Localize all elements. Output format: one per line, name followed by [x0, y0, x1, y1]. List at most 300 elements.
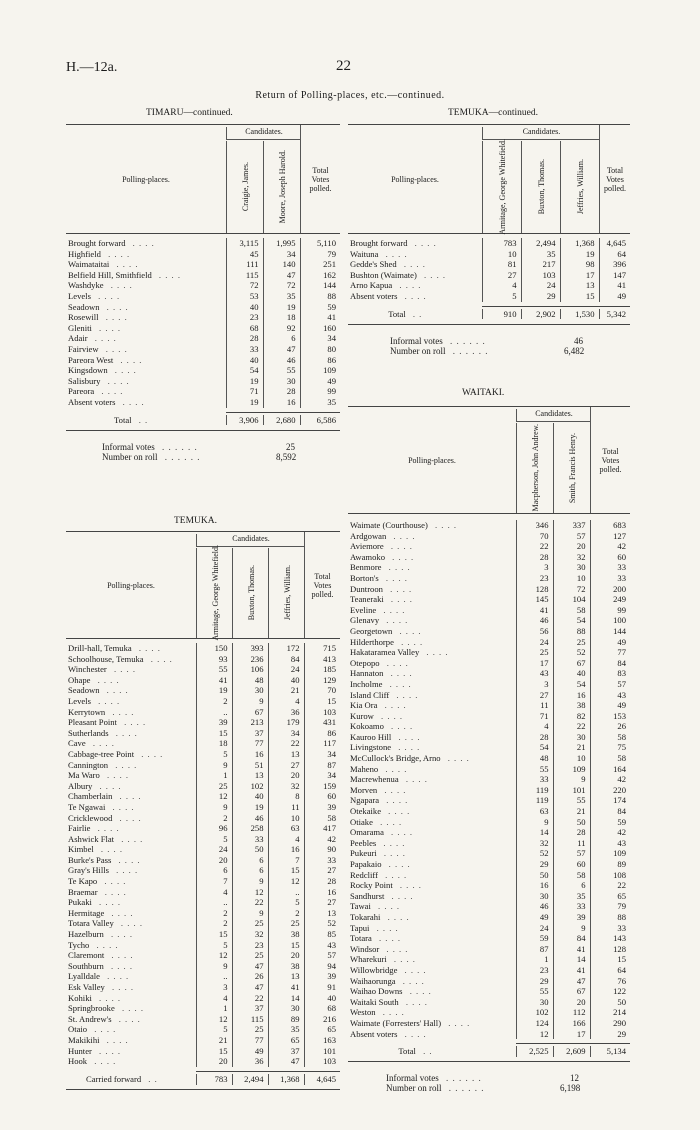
votes-cell: 28	[516, 552, 553, 563]
leader-dots: . . . .	[103, 971, 130, 982]
votes-cell: 27	[268, 760, 304, 771]
leader-dots: . . . .	[95, 992, 122, 1003]
total-votes-header: Total Votes polled.	[300, 125, 340, 233]
candidates-header: Candidates.	[226, 127, 301, 140]
polling-place-name: Kerrytown	[68, 706, 106, 717]
polling-place	[348, 711, 516, 722]
table-row	[66, 249, 340, 260]
polling-place	[66, 823, 196, 834]
number-on-roll-value: 8,592	[276, 451, 297, 462]
polling-place-name: Maheno	[350, 763, 379, 774]
leader-dots: . . . .	[396, 625, 422, 636]
votes-cell: 43	[516, 668, 553, 679]
total-label-text: Total	[398, 1046, 416, 1057]
polling-place	[348, 668, 516, 679]
total-votes-cell: 33	[590, 562, 630, 573]
table-row	[348, 259, 630, 270]
polling-place	[66, 813, 196, 824]
leader-dots: . . . .	[107, 960, 133, 971]
table-row	[66, 280, 340, 291]
polling-place-name: Fairlie	[68, 823, 91, 834]
informal-votes-value: 25	[286, 441, 295, 452]
votes-cell: 24	[516, 637, 553, 648]
votes-cell: 9	[196, 760, 232, 771]
total-votes-header: Total Votes polled.	[590, 407, 630, 513]
section-title: TEMUKA—continued.	[448, 108, 538, 118]
leader-dots: . . . .	[382, 869, 408, 880]
total-votes-cell: 117	[304, 738, 340, 749]
total-votes-cell: 68	[304, 1003, 340, 1014]
polling-place	[66, 291, 226, 302]
total-rule	[196, 1071, 340, 1072]
polling-place-name: Waituna	[350, 248, 379, 259]
candidate-column-header	[482, 141, 522, 233]
votes-cell: 40	[553, 668, 590, 679]
leader-dots: . . . .	[109, 706, 135, 717]
leader-dots: . . . .	[402, 774, 428, 785]
votes-cell: 47	[232, 982, 268, 993]
votes-cell: 41	[268, 982, 304, 993]
polling-place	[66, 386, 226, 397]
total-votes-cell: 5,110	[300, 238, 340, 249]
leader-dots: . . . .	[445, 1017, 471, 1028]
votes-cell: 77	[232, 738, 268, 749]
leader-dots: . . . .	[118, 1003, 144, 1014]
table-row	[348, 700, 630, 711]
votes-cell: 20	[196, 855, 232, 866]
number-on-roll-label: Number on roll	[102, 451, 158, 462]
table-row	[348, 997, 630, 1008]
votes-cell: 55	[516, 986, 553, 997]
total-votes-cell: 163	[304, 1035, 340, 1046]
results-table	[66, 643, 340, 1067]
polling-place	[66, 728, 196, 739]
polling-place	[348, 291, 482, 302]
table-row	[66, 876, 340, 887]
votes-cell: 783	[482, 238, 521, 249]
informal-votes	[390, 336, 486, 346]
informal-votes-label: Informal votes	[390, 335, 443, 346]
total-votes-cell: 64	[599, 249, 630, 260]
leader-dots: . . . . . .	[446, 335, 486, 346]
votes-cell: 40	[226, 355, 263, 366]
polling-place-name: Morven	[350, 784, 378, 795]
polling-place	[348, 520, 516, 531]
leader-dots: . . . .	[96, 780, 122, 791]
total-votes-cell: 214	[590, 1007, 630, 1018]
total-cell: 5,134	[590, 1046, 630, 1057]
votes-cell: 10	[268, 813, 304, 824]
polling-place-name: Esk Valley	[68, 982, 105, 992]
leader-dots: . . . .	[104, 375, 130, 386]
votes-cell: 3	[516, 562, 553, 573]
total-votes-cell: 143	[590, 933, 630, 944]
total-votes-cell: 57	[590, 679, 630, 690]
polling-place-name: St. Andrew's	[68, 1013, 112, 1024]
votes-cell: 53	[226, 291, 263, 302]
total-row	[348, 309, 630, 320]
section-title: WAITAKI.	[462, 388, 505, 398]
votes-cell: 23	[232, 940, 268, 951]
votes-cell: 47	[268, 1056, 304, 1067]
votes-cell: 20	[196, 1056, 232, 1067]
votes-cell: 45	[226, 249, 263, 260]
polling-place-name: Glenavy	[350, 615, 380, 626]
votes-cell: 37	[268, 1046, 304, 1057]
table-row	[66, 397, 340, 408]
votes-cell: 29	[516, 859, 553, 870]
polling-place-name: Burke's Pass	[68, 854, 112, 865]
total-votes-cell: 33	[304, 855, 340, 866]
leader-dots: . . . .	[98, 386, 124, 397]
leader-dots: . . . .	[388, 890, 414, 901]
polling-place	[66, 696, 196, 707]
total-cell: 2,525	[516, 1046, 553, 1057]
leader-dots: . . . .	[94, 290, 121, 301]
votes-cell: 41	[196, 675, 232, 686]
polling-place-name: Hermitage	[68, 907, 105, 918]
leader-dots: . . . .	[115, 854, 141, 865]
votes-cell: 6	[232, 865, 268, 876]
votes-cell: 236	[232, 654, 268, 665]
votes-cell: 5	[196, 940, 232, 951]
leader-dots: . . . .	[386, 678, 412, 689]
candidate-name: Moore, Joseph Harold.	[278, 150, 287, 224]
table-row	[348, 891, 630, 902]
leader-dots: . . . .	[379, 1007, 405, 1018]
total-votes-cell: 101	[304, 1046, 340, 1057]
polling-place-name: Kingsdown	[68, 365, 108, 376]
leader-dots: . . . .	[382, 763, 408, 774]
table-row	[348, 933, 630, 944]
total-votes-cell: 86	[300, 355, 340, 366]
table-row	[348, 690, 630, 701]
polling-place-name: Cabbage-tree Point	[68, 748, 135, 759]
polling-place-name: Hilderthorpe	[350, 636, 394, 647]
leader-dots: . . . .	[411, 238, 437, 248]
votes-cell: 5	[482, 291, 521, 302]
polling-place	[66, 738, 196, 749]
votes-cell: 58	[553, 870, 590, 881]
total-votes-cell: 85	[304, 929, 340, 940]
total-votes-cell: 127	[590, 531, 630, 542]
total-cell: 5,342	[599, 309, 630, 320]
total-votes-cell: 57	[304, 950, 340, 961]
total-votes-cell: 49	[590, 637, 630, 648]
total-cell: 783	[196, 1074, 232, 1085]
votes-cell: 11	[516, 700, 553, 711]
votes-cell: 32	[232, 929, 268, 940]
table-row	[348, 1018, 630, 1029]
polling-place-name: Adair	[68, 333, 88, 344]
table-row	[348, 753, 630, 764]
leader-dots: . . . .	[97, 844, 123, 855]
total-votes-cell: 109	[300, 365, 340, 376]
table-row	[348, 976, 630, 987]
votes-cell: 3	[196, 982, 232, 993]
table-row	[66, 1074, 340, 1085]
polling-place	[348, 827, 516, 838]
votes-cell: 19	[232, 802, 268, 813]
table-row	[348, 541, 630, 552]
polling-place-name: Seadown	[68, 685, 100, 696]
polling-place	[348, 1029, 516, 1040]
polling-place-name: Ngapara	[350, 795, 380, 806]
table-row	[348, 880, 630, 891]
votes-cell: 32	[516, 838, 553, 849]
table-row	[348, 626, 630, 637]
votes-cell: 17	[516, 658, 553, 669]
leader-dots: . . . .	[113, 259, 139, 270]
leader-dots: . . . .	[104, 248, 131, 259]
votes-cell: 12	[196, 950, 232, 961]
votes-cell: 35	[263, 291, 300, 302]
votes-cell: 23	[226, 312, 263, 323]
total-votes-cell: 144	[590, 626, 630, 637]
votes-cell: 101	[553, 785, 590, 796]
total-votes-cell: 27	[304, 897, 340, 908]
total-row	[66, 415, 340, 426]
number-on-roll-value: 6,482	[564, 345, 585, 356]
informal-votes-label: Informal votes	[386, 1073, 439, 1084]
total-votes-cell: 79	[590, 901, 630, 912]
total-votes-cell: 35	[300, 397, 340, 408]
total-label-text: Total	[114, 414, 132, 425]
table-row	[66, 355, 340, 366]
polling-place-name: Windsor	[350, 943, 380, 954]
leader-dots: . . . .	[401, 290, 427, 301]
section-title: TIMARU—continued.	[146, 108, 233, 118]
polling-place	[348, 795, 516, 806]
table-row	[348, 668, 630, 679]
votes-cell: 12	[196, 1014, 232, 1025]
polling-place-name: Te Ngawai	[68, 801, 106, 812]
leader-dots: . . . .	[103, 685, 129, 696]
total-votes-cell: 75	[590, 742, 630, 753]
leader-dots: . . . .	[376, 816, 403, 827]
polling-place	[66, 1014, 196, 1025]
polling-place-name: Duntroon	[350, 583, 383, 594]
votes-cell: 12	[268, 876, 304, 887]
total-votes-cell: 91	[304, 982, 340, 993]
total-votes-cell: 413	[304, 654, 340, 665]
total-votes-cell: 290	[590, 1018, 630, 1029]
informal-votes-value: 46	[574, 335, 583, 346]
total-votes-cell: 89	[590, 859, 630, 870]
table-row	[66, 961, 340, 972]
votes-cell: 33	[516, 774, 553, 785]
leader-dots: . . . .	[383, 615, 409, 626]
total-votes-cell: 79	[300, 249, 340, 260]
leader-dots: . . . .	[108, 982, 135, 992]
polling-place	[66, 238, 226, 249]
total-votes-cell: 162	[300, 270, 340, 281]
votes-cell: 30	[263, 376, 300, 387]
polling-place-name: Hakataramea Valley	[350, 647, 420, 658]
polling-place-name: Aviemore	[350, 541, 384, 552]
leader-dots: . . . .	[94, 674, 120, 685]
polling-place-name: Gray's Hills	[68, 865, 109, 876]
table-row	[348, 817, 630, 828]
votes-cell: 213	[232, 717, 268, 728]
polling-place	[66, 844, 196, 855]
polling-place-name: Tycho	[68, 939, 90, 950]
polling-place-name: Peebles	[350, 837, 377, 848]
votes-cell: 48	[516, 753, 553, 764]
votes-cell: 28	[263, 386, 300, 397]
total-cell: 4,645	[304, 1074, 340, 1085]
polling-place-name: Awamoko	[350, 551, 386, 562]
total-cell: 6,586	[300, 415, 340, 426]
table-row	[348, 795, 630, 806]
polling-place-name: Absent voters	[350, 1028, 398, 1039]
votes-cell: 41	[516, 605, 553, 616]
candidate-column-header	[268, 548, 305, 638]
leader-dots: . . . .	[380, 837, 406, 848]
bottom-rule	[348, 324, 630, 325]
table-row	[66, 823, 340, 834]
polling-place-name: Macrewhenua	[350, 774, 399, 785]
votes-cell: 60	[553, 859, 590, 870]
votes-cell: 102	[232, 781, 268, 792]
leader-dots: . . . .	[384, 911, 410, 922]
polling-place	[66, 1003, 196, 1014]
votes-cell: 59	[516, 933, 553, 944]
table-row	[348, 774, 630, 785]
leader-dots: . . . .	[112, 865, 139, 876]
polling-place	[348, 658, 516, 669]
votes-cell: 28	[226, 333, 263, 344]
table-header	[348, 124, 630, 234]
total-votes-cell: 42	[590, 827, 630, 838]
votes-cell: 109	[553, 764, 590, 775]
total-label	[66, 415, 226, 426]
polling-place	[66, 397, 226, 408]
table-row	[66, 834, 340, 845]
polling-place	[66, 675, 196, 686]
leader-dots: . . . .	[387, 827, 414, 838]
polling-place	[348, 785, 516, 796]
total-label	[66, 1074, 196, 1085]
leader-dots: . . . . . .	[449, 345, 489, 356]
votes-cell: 33	[553, 901, 590, 912]
votes-cell: 30	[553, 732, 590, 743]
votes-cell: 82	[553, 711, 590, 722]
polling-place	[348, 859, 516, 870]
votes-cell: ..	[196, 707, 232, 718]
votes-cell: 9	[232, 696, 268, 707]
votes-cell: 30	[516, 891, 553, 902]
polling-place	[66, 982, 196, 993]
votes-cell: 10	[553, 753, 590, 764]
polling-place-name: Absent voters	[350, 290, 398, 301]
leader-dots: . .	[135, 414, 149, 425]
polling-place	[66, 918, 196, 929]
votes-cell: 67	[553, 986, 590, 997]
polling-place-name: Eveline	[350, 604, 377, 615]
table-row	[348, 870, 630, 881]
polling-place-name: Levels	[68, 695, 91, 706]
votes-cell: 13	[232, 770, 268, 781]
votes-cell: 14	[553, 954, 590, 965]
votes-cell: 6	[196, 865, 232, 876]
total-votes-cell: 109	[590, 848, 630, 859]
total-votes-cell: 27	[304, 865, 340, 876]
votes-cell: 50	[516, 870, 553, 881]
votes-cell: 34	[268, 728, 304, 739]
votes-cell: 20	[268, 950, 304, 961]
polling-place	[348, 280, 482, 291]
leader-dots: . . . .	[112, 759, 138, 770]
total-votes-cell: 90	[304, 844, 340, 855]
polling-place-name: Papakaio	[350, 859, 382, 869]
table-row	[348, 711, 630, 722]
table-row	[66, 696, 340, 707]
polling-place	[348, 573, 516, 584]
candidate-name: Jeffries, William.	[576, 159, 585, 215]
leader-dots: . . . .	[110, 664, 136, 675]
leader-dots: . . . .	[385, 562, 411, 573]
table-row	[348, 594, 630, 605]
polling-place-name: Cave	[68, 738, 86, 749]
votes-cell: 15	[268, 940, 304, 951]
votes-cell: 38	[268, 929, 304, 940]
polling-place-name: Arno Kapua	[350, 280, 393, 291]
polling-place-name: Hook	[68, 1056, 88, 1067]
polling-place	[348, 923, 516, 934]
polling-place	[66, 749, 196, 760]
polling-place-name: Levels	[68, 290, 91, 301]
total-votes-cell: 64	[590, 965, 630, 976]
votes-cell: 41	[553, 965, 590, 976]
total-rule	[516, 1043, 630, 1044]
table-row	[348, 552, 630, 563]
votes-cell: 40	[226, 302, 263, 313]
votes-cell: 166	[553, 1018, 590, 1029]
polling-place	[66, 1046, 196, 1057]
leader-dots: . . . .	[115, 1013, 141, 1024]
polling-place	[348, 965, 516, 976]
votes-cell: 2	[196, 918, 232, 929]
votes-cell: 27	[482, 270, 521, 281]
polling-place	[348, 732, 516, 743]
leader-dots: . . . .	[387, 594, 413, 605]
polling-place-name: Hannaton	[350, 668, 384, 679]
total-votes-cell: 70	[304, 685, 340, 696]
total-votes-cell: 185	[304, 664, 340, 675]
votes-cell: 25	[516, 647, 553, 658]
table-row	[66, 675, 340, 686]
number-on-roll	[390, 346, 489, 356]
table-row	[66, 664, 340, 675]
votes-cell: 38	[553, 700, 590, 711]
polling-place	[348, 880, 516, 891]
polling-place	[348, 817, 516, 828]
votes-cell: 2	[196, 696, 232, 707]
total-label-text: Carried forward	[86, 1074, 142, 1084]
polling-place-name: Sandhurst	[350, 890, 385, 901]
leader-dots: . . . .	[381, 784, 407, 795]
section-title: TEMUKA.	[174, 516, 218, 526]
table-row	[66, 386, 340, 397]
table-row	[66, 929, 340, 940]
table-row	[348, 944, 630, 955]
polling-place-name: Ohape	[68, 674, 91, 685]
leader-dots: . . . .	[400, 259, 426, 270]
total-votes-cell: 52	[304, 918, 340, 929]
votes-cell: 81	[482, 259, 521, 270]
leader-dots: . . . .	[444, 753, 470, 764]
